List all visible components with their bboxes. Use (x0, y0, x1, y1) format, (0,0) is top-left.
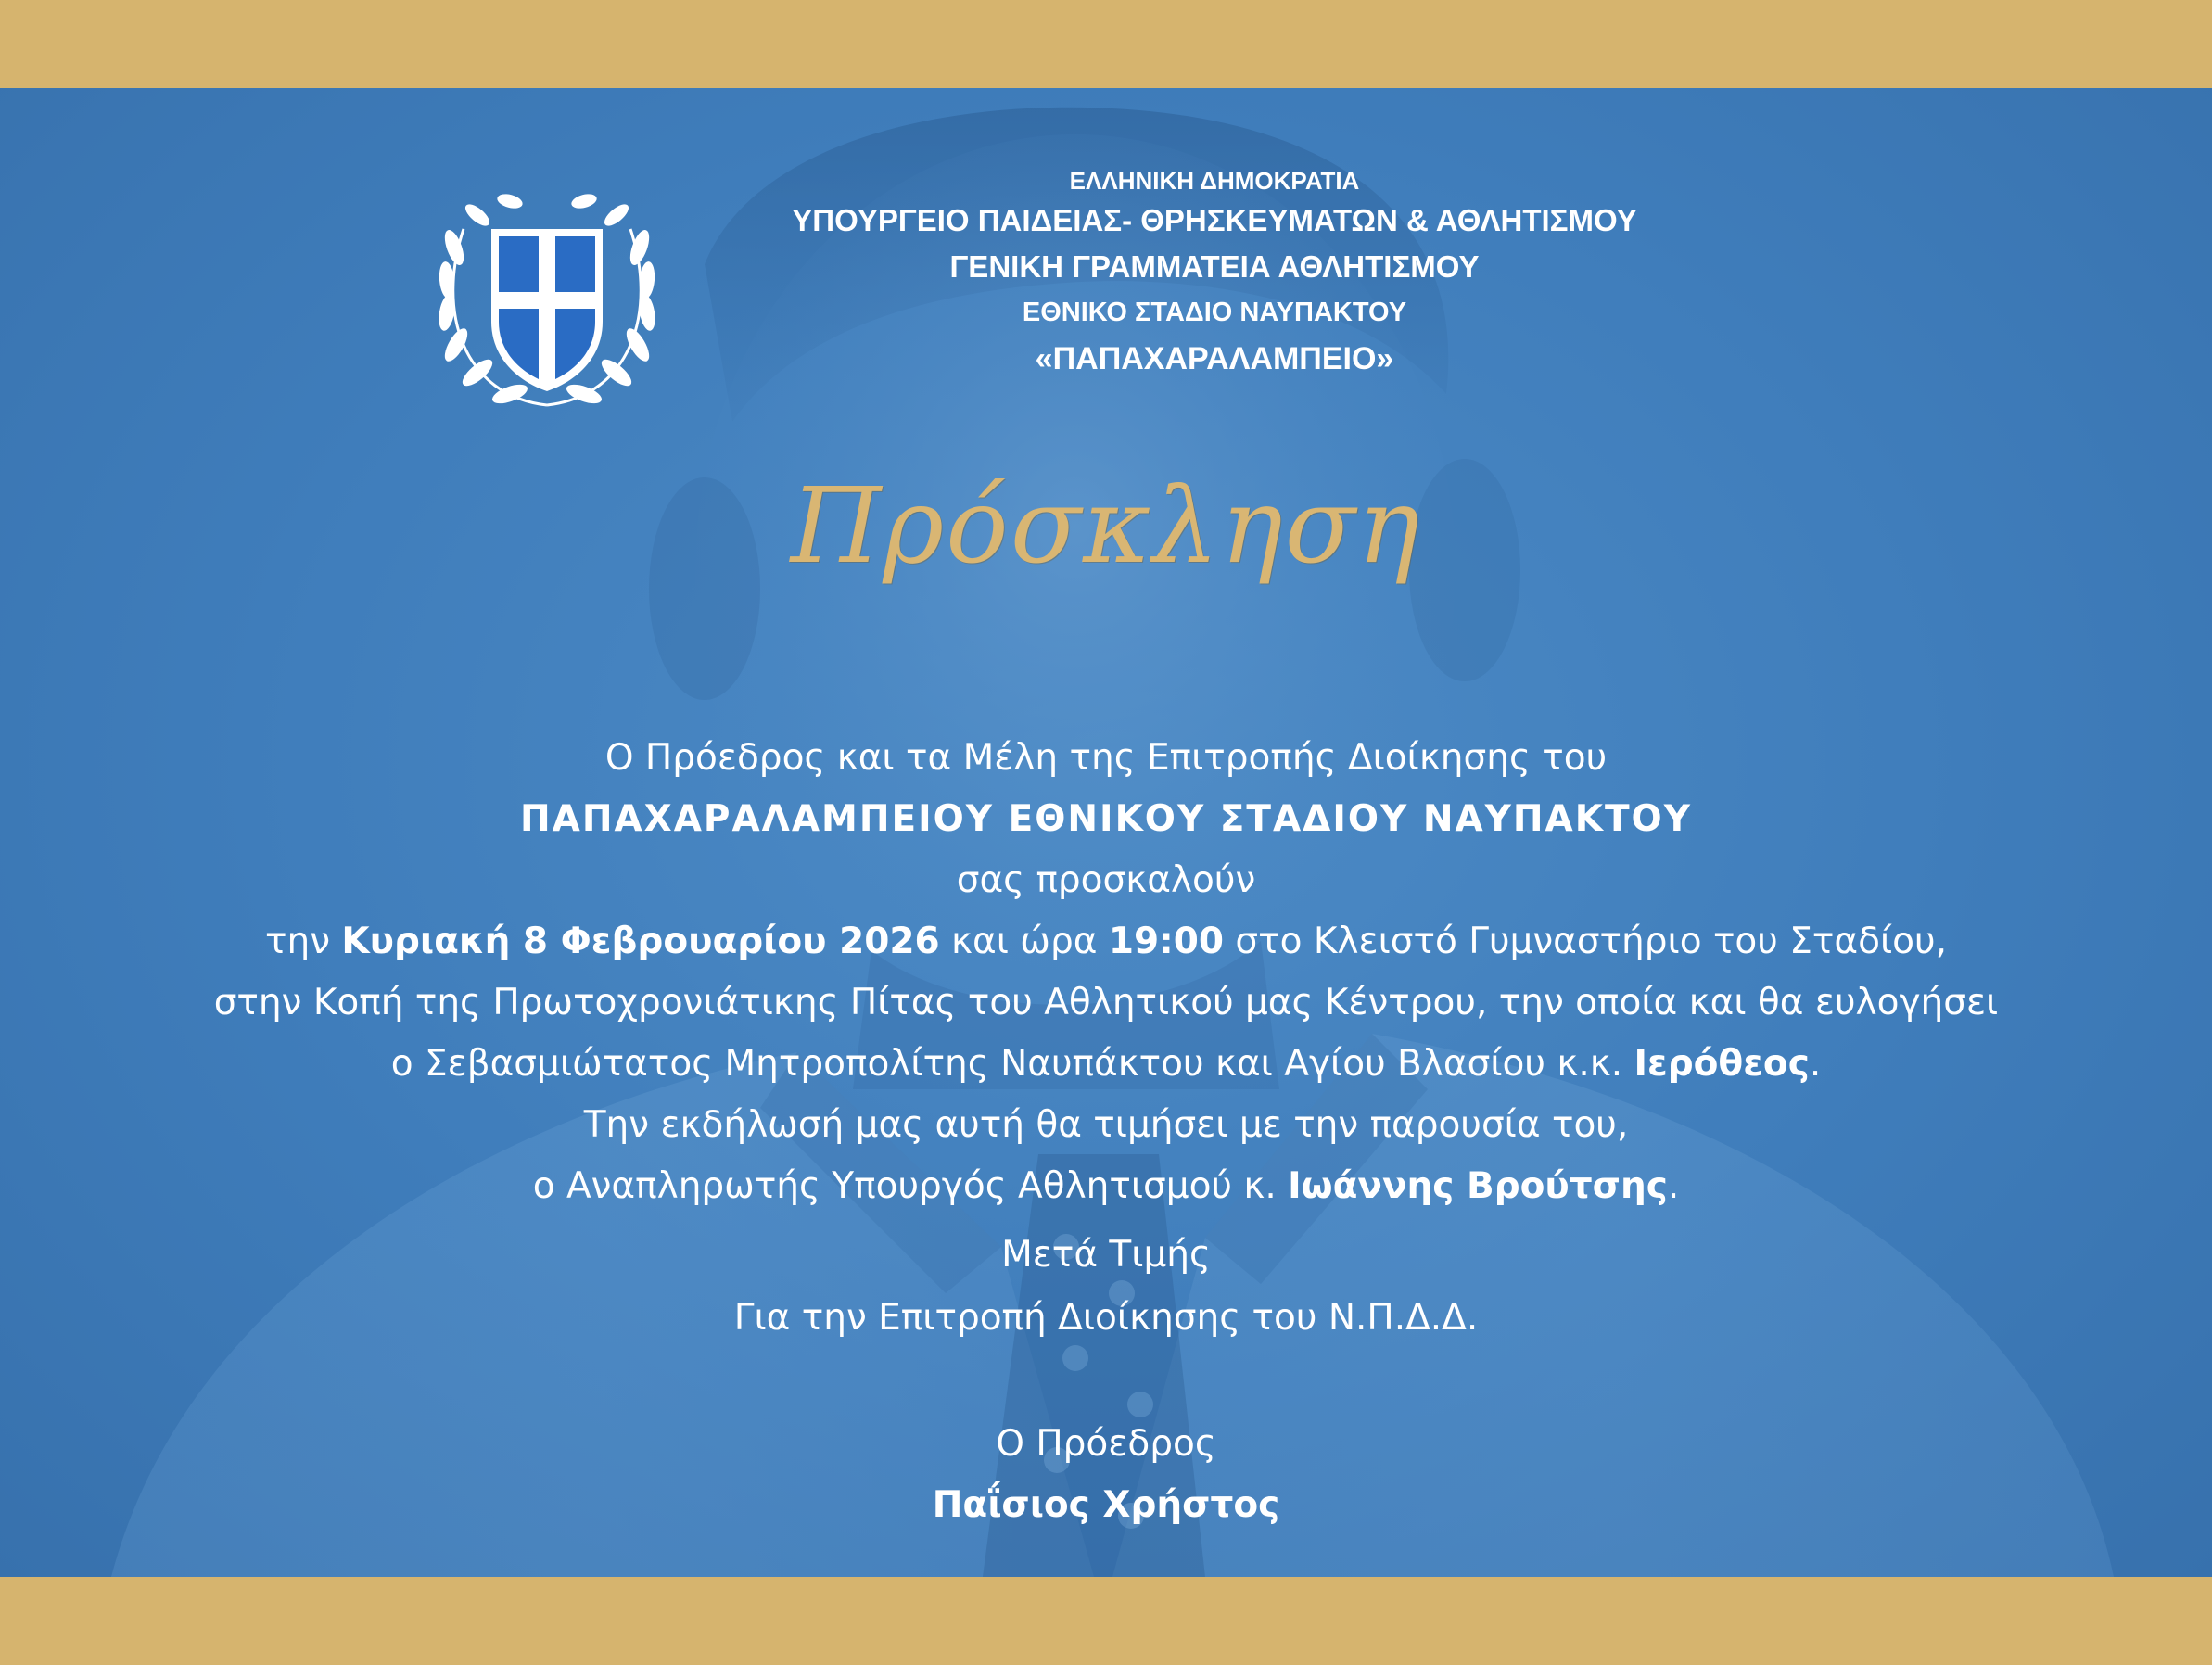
bishop-prefix: ο Σεβασμιώτατος Μητροπολίτης Ναυπάκτου και Αγίου Βλασίου κ.κ. (390, 1043, 1634, 1085)
signer-role: Ο Πρόεδρος (996, 1423, 1216, 1465)
body-event: στην Κοπή της Πρωτοχρονιάτικης Πίτας του Αθλητικού μας Κέντρου, την οποία και θα ευλογήσει (213, 982, 1999, 1023)
greek-coat-of-arms-icon (426, 173, 667, 424)
signer-block (0, 1414, 2212, 1536)
closing-on-behalf: Για την Επιτροπή Διοίκησης του Ν.Π.Δ.Δ. (733, 1297, 1479, 1339)
closing-regards: Μετά Τιμής (1001, 1234, 1211, 1276)
body-invite: σας προσκαλούν (956, 859, 1256, 901)
event-date: Κυριακή 8 Φεβρουαρίου 2026 (341, 921, 940, 962)
header-stadium-name: «ΠΑΠΑΧΑΡΑΛΑΜΠΕΙΟ» (1035, 341, 1394, 376)
signer-name: Παΐσιος Χρήστος (932, 1484, 1280, 1526)
event-time: 19:00 (1108, 921, 1224, 962)
minister-name: Ιωάννης Βρούτσης (1288, 1165, 1668, 1207)
top-gold-band (0, 0, 2212, 88)
header-secretariat: ΓΕΝΙΚΗ ΓΡΑΜΜΑΤΕΙΑ ΑΘΛΗΤΙΣΜΟΥ (949, 249, 1480, 284)
body-honor: Την εκδήλωσή μας αυτή θα τιμήσει με την παρουσία του, (583, 1104, 1629, 1146)
bishop-suffix: . (1809, 1043, 1822, 1085)
blue-panel (0, 88, 2212, 1577)
when-mid: και ώρα (939, 921, 1109, 962)
body-bishop (56, 1034, 2156, 1095)
header-stadium: ΕΘΝΙΚΟ ΣΤΑΔΙΟ ΝΑΥΠΑΚΤΟΥ (1022, 298, 1407, 327)
when-prefix: την (265, 921, 342, 962)
header-block (649, 164, 1780, 383)
closing-block (0, 1224, 2212, 1350)
minister-prefix: ο Αναπληρωτής Υπουργός Αθλητισμού κ. (532, 1165, 1289, 1207)
body-institution: ΠΑΠΑΧΑΡΑΛΑΜΠΕΙΟΥ ΕΘΝΙΚΟΥ ΣΤΑΔΙΟΥ ΝΑΥΠΑΚΤΟΥ (520, 798, 1692, 840)
body-intro: Ο Πρόεδρος και τα Μέλη της Επιτροπής Διοίκησης του (604, 737, 1608, 779)
invitation-title: Πρόσκληση (790, 466, 1422, 587)
bishop-name: Ιερόθεος (1634, 1043, 1810, 1085)
header-ministry: ΥΠΟΥΡΓΕΙΟ ΠΑΙΔΕΙΑΣ- ΘΡΗΣΚΕΥΜΑΤΩΝ & ΑΘΛΗΤΙΣΜΟΥ (792, 203, 1637, 237)
body-when (56, 911, 2156, 972)
header-republic: ΕΛΛΗΝΙΚΗ ΔΗΜΟΚΡΑΤΙΑ (1069, 167, 1360, 195)
minister-suffix: . (1667, 1165, 1680, 1207)
bottom-gold-band (0, 1577, 2212, 1665)
when-suffix: στο Κλειστό Γυμναστήριο του Σταδίου, (1223, 921, 1947, 962)
invitation-body (56, 728, 2156, 1217)
body-minister (56, 1156, 2156, 1217)
